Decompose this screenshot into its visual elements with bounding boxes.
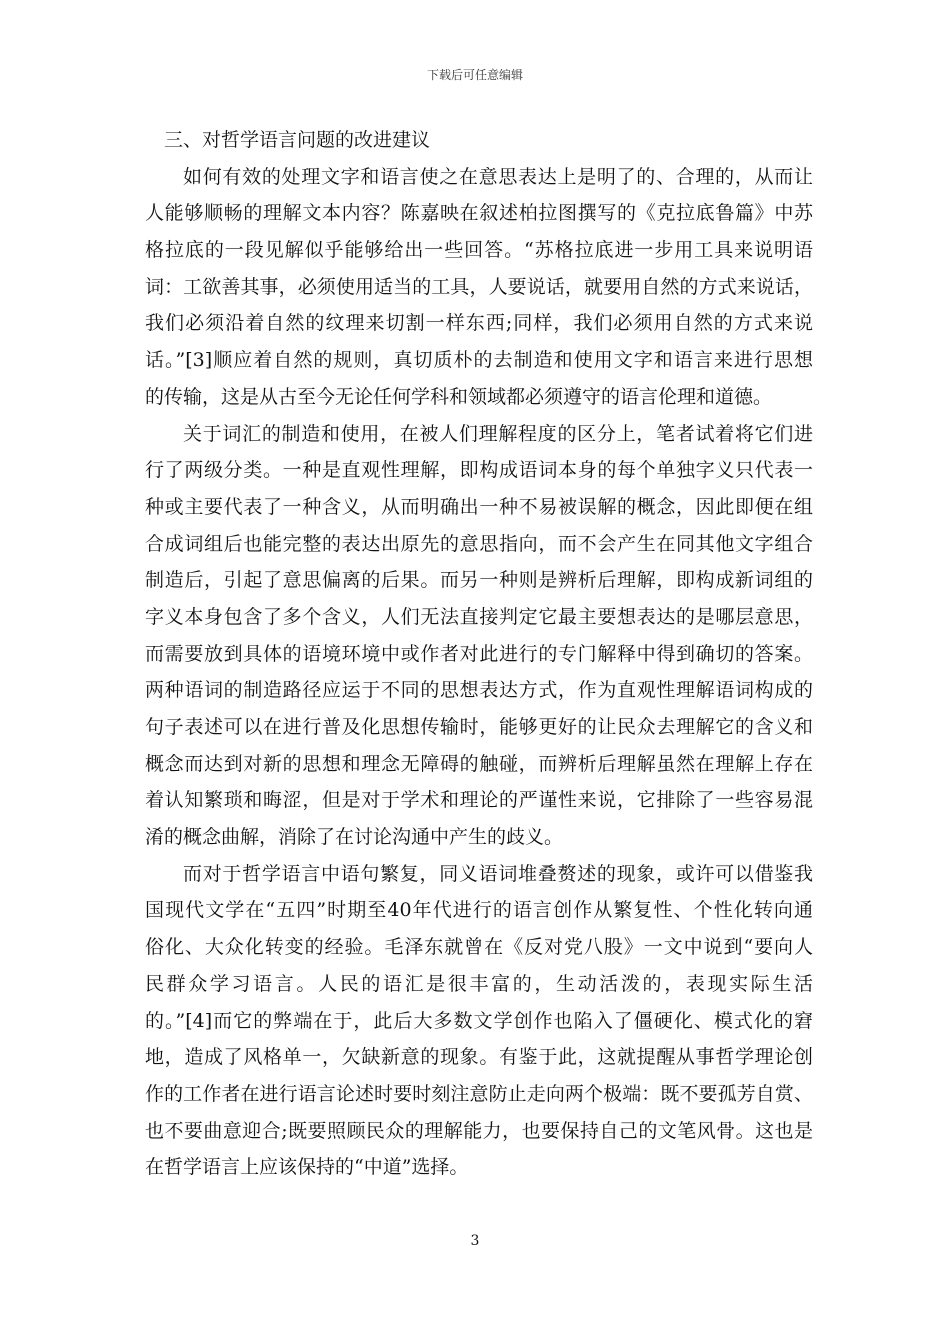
text-line: 的。”[4]而它的弊端在于，此后大多数文学创作也陷入了僵硬化、模式化的窘 xyxy=(145,1009,813,1032)
section-heading: 三、对哲学语言问题的改进建议 xyxy=(164,129,431,151)
document-body xyxy=(145,122,813,1186)
page-number: 3 xyxy=(470,1233,480,1249)
text-line: 词：工欲善其事，必须使用适当的工具，人要说话，就要用自然的方式来说话， xyxy=(145,275,813,298)
text-line: 也不要曲意迎合;既要照顾民众的理解能力，也要保持自己的文笔风骨。这也是 xyxy=(145,1119,813,1142)
text-line: 国现代文学在“五四”时期至40年代进行的语言创作从繁复性、个性化转向通 xyxy=(145,899,813,922)
text-line: 淆的概念曲解，消除了在讨论沟通中产生的歧义。 xyxy=(145,826,564,849)
paragraph xyxy=(145,159,813,416)
text-line: 的传输，这是从古至今无论任何学科和领域都必须遵守的语言伦理和道德。 xyxy=(145,385,773,408)
text-line: 两种语词的制造路径应运于不同的思想表达方式，作为直观性理解语词构成的 xyxy=(145,679,813,702)
text-line: 句子表述可以在进行普及化思想传输时，能够更好的让民众去理解它的含义和 xyxy=(145,716,813,738)
text-line: 着认知繁琐和晦涩，但是对于学术和理论的严谨性来说，它排除了一些容易混 xyxy=(145,789,813,812)
text-line: 话。”[3]顺应着自然的规则，真切质朴的去制造和使用文字和语言来进行思想 xyxy=(145,349,813,372)
text-line: 种或主要代表了一种含义，从而明确出一种不易被误解的概念，因此即便在组 xyxy=(145,495,813,518)
text-line: 民群众学习语言。人民的语汇是很丰富的，生动活泼的，表现实际生活 xyxy=(145,972,813,995)
page-header: 下载后可任意编辑 xyxy=(426,68,523,82)
text-line: 关于词汇的制造和使用，在被人们理解程度的区分上，笔者试着将它们进 xyxy=(183,422,813,445)
text-line: 字义本身包含了多个含义，人们无法直接判定它最主要想表达的是哪层意思， xyxy=(145,605,813,628)
text-line: 制造后，引起了意思偏离的后果。而另一种则是辨析后理解，即构成新词组的 xyxy=(145,569,813,592)
text-line: 如何有效的处理文字和语言使之在意思表达上是明了的、合理的，从而让 xyxy=(183,165,813,188)
text-line: 我们必须沿着自然的纹理来切割一样东西;同样，我们必须用自然的方式来说 xyxy=(145,312,813,335)
text-line: 合成词组后也能完整的表达出原先的意思指向，而不会产生在同其他文字组合 xyxy=(145,532,813,555)
text-line: 而需要放到具体的语境环境中或作者对此进行的专门解释中得到确切的答案。 xyxy=(145,642,813,665)
text-line: 作的工作者在进行语言论述时要时刻注意防止走向两个极端：既不要孤芳自赏、 xyxy=(145,1082,813,1105)
text-line: 俗化、大众化转变的经验。毛泽东就曾在《反对党八股》一文中说到“要向人 xyxy=(145,936,813,959)
text-line: 在哲学语言上应该保持的“中道”选择。 xyxy=(145,1156,469,1179)
paragraph xyxy=(145,416,813,856)
text-line: 概念而达到对新的思想和理念无障碍的触碰，而辨析后理解虽然在理解上存在 xyxy=(145,752,813,775)
text-line: 格拉底的一段见解似乎能够给出一些回答。“苏格拉底进一步用工具来说明语 xyxy=(145,239,813,262)
paragraph xyxy=(145,856,813,1186)
text-line: 而对于哲学语言中语句繁复，同义语词堆叠赘述的现象，或许可以借鉴我 xyxy=(183,862,813,885)
text-line: 行了两级分类。一种是直观性理解，即构成语词本身的每个单独字义只代表一 xyxy=(145,459,813,482)
text-line: 人能够顺畅的理解文本内容？陈嘉映在叙述柏拉图撰写的《克拉底鲁篇》中苏 xyxy=(145,202,813,225)
text-line: 地，造成了风格单一，欠缺新意的现象。有鉴于此，这就提醒从事哲学理论创 xyxy=(145,1046,813,1069)
